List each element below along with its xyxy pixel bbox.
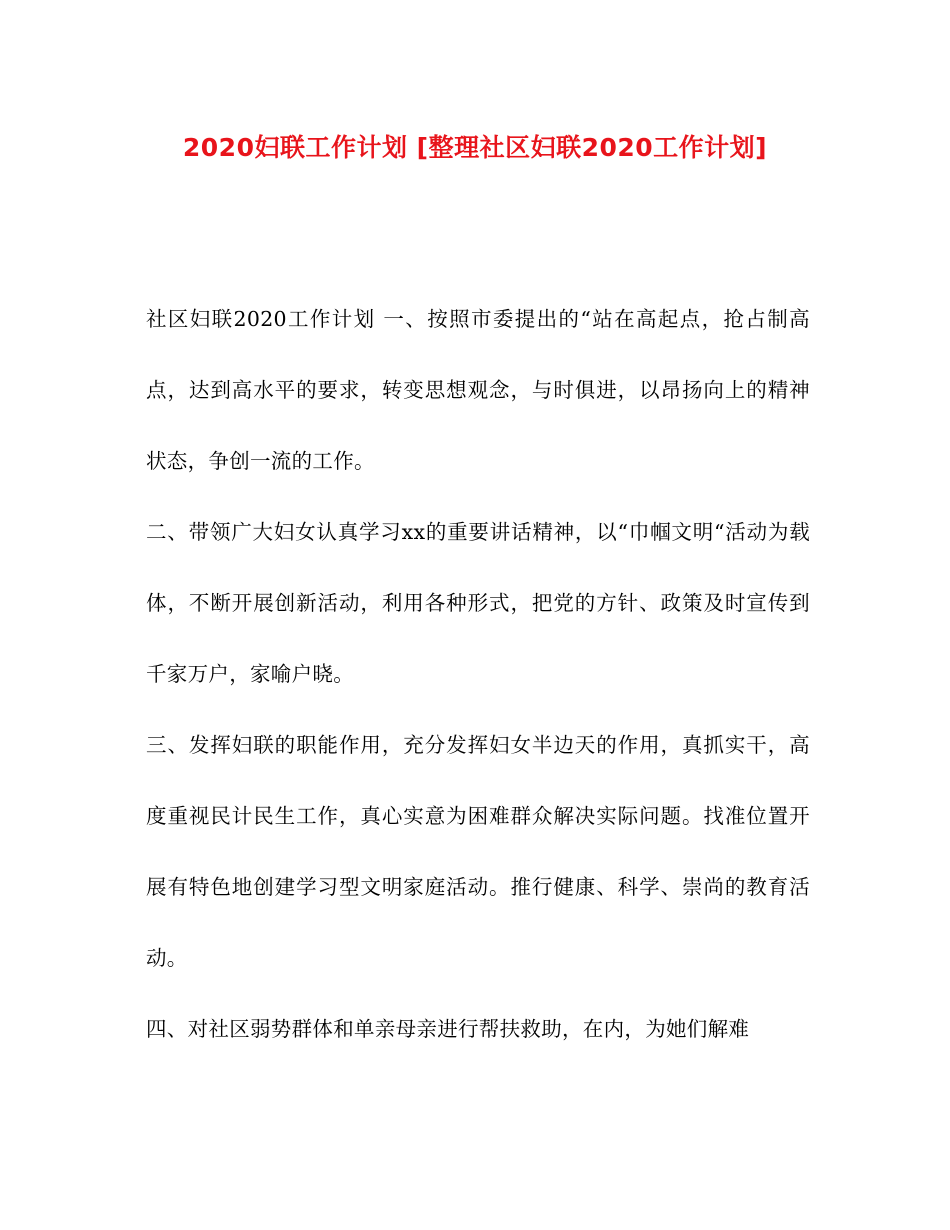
- document-body: [146, 284, 810, 1065]
- paragraph-item-2: 二、带领广大妇女认真学习xx的重要讲话精神，以“巾帼文明“活动为载体，不断开展创新活动，利用各种形式，把党的方针、政策及时宣传到千家万户，家喻户晓。: [146, 520, 810, 686]
- document-title: 2020妇联工作计划 [整理社区妇联2020工作计划]: [182, 133, 768, 162]
- paragraph-intro-item-1: 社区妇联2020工作计划 一、按照市委提出的“站在高起点，抢占制高点，达到高水平的要求，转变思想观念，与时俱进，以昂扬向上的精神状态，争创一流的工作。: [146, 307, 810, 473]
- paragraph-item-3: 三、发挥妇联的职能作用，充分发挥妇女半边天的作用，真抓实干，高度重视民计民生工作，真心实意为困难群众解决实际问题。找准位置开展有特色地创建学习型文明家庭活动。推行健康、科学、崇尚的教育活动。: [146, 733, 810, 970]
- paragraph-item-4: 四、对社区弱势群体和单亲母亲进行帮扶救助，在内，为她们解难: [146, 1017, 750, 1041]
